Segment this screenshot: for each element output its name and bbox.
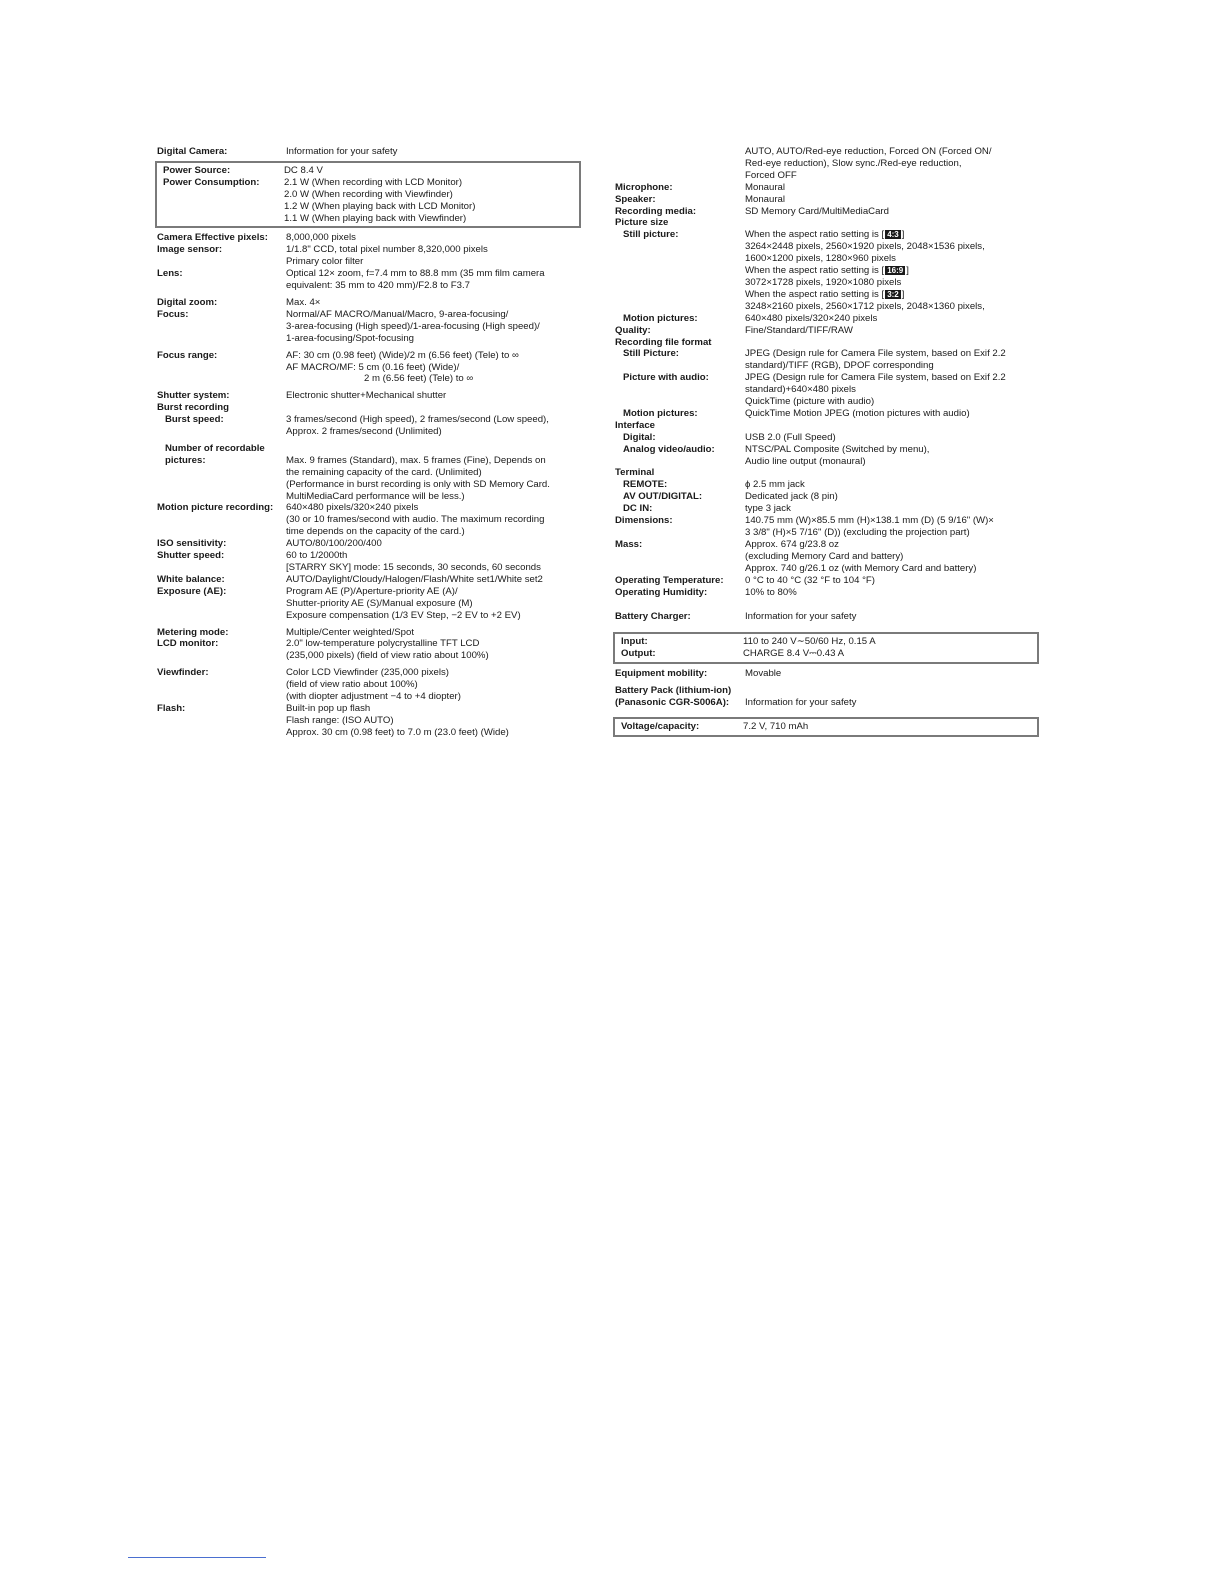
pictures-label: pictures: [165,454,206,466]
terminal-heading: Terminal [615,467,655,479]
spec-value: 2.1 W (When recording with LCD Monitor) [284,176,463,188]
spec-value: QuickTime (picture with audio) [745,396,875,408]
spec-value: 2.0 W (When recording with Viewfinder) [284,188,453,200]
spec-value: 3264×2448 pixels, 2560×1920 pixels, 2048×1536 pixels, [745,241,985,253]
spec-value: CHARGE 8.4 V⎓0.43 A [743,648,844,660]
spec-label: DC IN: [623,503,653,515]
spec-row [615,182,1035,194]
spec-value: 1.2 W (When playing back with LCD Monitor) [284,200,476,212]
spec-value: 640×480 pixels/320×240 pixels [286,502,419,514]
spec-label: Digital zoom: [157,296,218,308]
spec-value: QuickTime Motion JPEG (motion pictures with audio) [745,407,970,419]
spec-label: Analog video/audio: [623,443,715,455]
spec-row [615,539,1035,575]
spec-value: Monaural [745,193,785,205]
still-picture-label: Still picture: [623,229,679,241]
spec-value: AF MACRO/MF: 5 cm (0.16 feet) (Wide)/ [286,361,460,373]
spec-row [157,703,577,739]
spec-value: 640×480 pixels/320×240 pixels [745,312,878,324]
spec-label: Digital: [623,431,656,443]
spec-value: ϕ 2.5 mm jack [745,479,805,491]
spec-label: Motion pictures: [623,407,698,419]
spec-value: equivalent: 35 mm to 420 mm)/F2.8 to F3.7 [286,280,470,292]
spec-value: 110 to 240 V∼50/60 Hz, 0.15 A [743,636,876,648]
left-spec-column [157,146,577,739]
spec-label: Flash: [157,702,186,714]
spec-row [163,165,573,177]
spec-row [615,432,1035,444]
spec-value: standard)+640×480 pixels [745,384,856,396]
spec-row [157,538,577,550]
power-box [155,161,581,229]
spec-value: 2.0" low-temperature polycrystalline TFT LCD [286,638,480,650]
spec-value: AUTO/Daylight/Cloudy/Halogen/Flash/White set1/White set2 [286,573,543,585]
spec-value: 3 3/8" (H)×5 7/16" (D)) (excluding the projection part) [745,527,970,538]
spec-value: JPEG (Design rule for Camera File system, based on Exif 2.2 [745,348,1006,360]
burst-heading-row [157,402,577,414]
spec-value: (field of view ratio about 100%) [286,679,418,691]
spec-row [615,229,1035,312]
aspect-ratio-badge: 3:2 [887,289,899,299]
spec-row [621,721,1031,733]
spec-value: AUTO/80/100/200/400 [286,538,382,550]
spec-row [615,206,1035,218]
voltage-capacity-label: Voltage/capacity: [621,720,700,732]
spec-label: Picture with audio: [623,372,709,384]
spec-row [615,348,1035,372]
spec-row [157,232,577,244]
spec-value: 60 to 1/2000th [286,550,348,562]
interface-heading: Interface [615,419,655,431]
spec-value: DC 8.4 V [284,164,323,176]
right-spec-column [615,146,1035,741]
spec-row [163,177,573,225]
burst-speed-label: Burst speed: [165,414,224,426]
spec-row [615,479,1035,491]
spec-value: 1600×1200 pixels, 1280×960 pixels [745,253,896,265]
quality-label: Quality: [615,324,651,336]
spec-label: REMOTE: [623,479,668,491]
spec-row [615,372,1035,408]
spec-label: Shutter system: [157,390,230,402]
spec-value: 3072×1728 pixels, 1920×1080 pixels [745,276,902,288]
spec-row [615,313,1035,325]
battery-charger-label: Battery Charger: [615,611,691,623]
footer-rule [128,1557,266,1558]
spec-row [157,309,577,345]
spec-value: (30 or 10 frames/second with audio. The maximum recording [286,514,545,526]
spec-value: SD Memory Card/MultiMediaCard [745,205,889,217]
spec-row [157,455,577,503]
spec-value: (excluding Memory Card and battery) [745,550,904,562]
spec-value: Built-in pop up flash [286,702,371,714]
spec-value: 0 °C to 40 °C (32 °F to 104 °F) [745,574,875,586]
aspect-ratio-line: When the aspect ratio setting is [ 3:2 ] [745,288,905,300]
input-label: Input: [621,636,648,648]
spec-value: 3248×2160 pixels, 2560×1712 pixels, 2048×1360 pixels, [745,300,985,312]
aspect-ratio-badge: 4:3 [887,230,899,240]
spec-row [615,587,1035,599]
spec-value: AF: 30 cm (0.98 feet) (Wide)/2 m (6.56 feet) (Tele) to ∞ [286,349,519,361]
spec-row [157,414,577,438]
spec-label: Recording media: [615,205,697,217]
spec-value: (with diopter adjustment −4 to +4 diopter) [286,691,461,703]
spec-row [157,244,577,268]
spec-value: Flash range: (ISO AUTO) [286,714,394,726]
spec-value: Forced OFF [745,169,797,181]
spec-value: 10% to 80% [745,586,797,598]
battery-pack-heading-row [615,685,1035,697]
battery-pack-row [615,697,1035,709]
spec-value: type 3 jack [745,503,791,515]
spec-row [615,575,1035,587]
digital-camera-label: Digital Camera: [157,146,228,157]
battery-pack-heading: Battery Pack (lithium-ion) [615,685,732,697]
spec-value: (235,000 pixels) (field of view ratio about 100%) [286,650,489,662]
spec-label: Metering mode: [157,626,229,638]
spec-label: Exposure (AE): [157,585,227,597]
spec-value: standard)/TIFF (RGB), DPOF corresponding [745,360,934,372]
spec-value: Electronic shutter+Mechanical shutter [286,390,447,402]
spec-label: Mass: [615,538,643,550]
spec-value: Dedicated jack (8 pin) [745,491,838,503]
spec-value: Normal/AF MACRO/Manual/Macro, 9-area-focusing/ [286,308,509,320]
spec-label: Viewfinder: [157,667,209,679]
terminal-heading-row [615,467,1035,479]
spec-value: 1-area-focusing/Spot-focusing [286,332,414,344]
spec-value: 3 frames/second (High speed), 2 frames/second (Low speed), [286,414,549,426]
spec-value: Movable [745,668,782,680]
spec-row [157,638,577,662]
spec-label: Microphone: [615,181,673,193]
spec-row [621,636,1031,648]
spec-row [615,503,1035,515]
spec-value: the remaining capacity of the card. (Unlimited) [286,466,482,478]
flash-continued-row [615,146,1035,182]
spec-value: Fine/Standard/TIFF/RAW [745,324,853,336]
spec-value: Max. 9 frames (Standard), max. 5 frames (Fine), Depends on [286,454,546,466]
spec-label: Camera Effective pixels: [157,232,268,244]
spec-row [157,550,577,574]
battery-pack-value: Information for your safety [745,696,857,708]
spec-label: Shutter speed: [157,550,225,562]
spec-row [157,627,577,639]
spec-value: 3-area-focusing (High speed)/1-area-focusing (High speed)/ [286,320,540,332]
battery-charger-row [615,611,1035,623]
spec-label: Dimensions: [615,515,673,527]
power-consumption-label: Power Consumption: [163,176,260,188]
picture-size-heading: Picture size [615,217,669,229]
spec-row [157,350,577,386]
spec-value: USB 2.0 (Full Speed) [745,431,836,443]
spec-label: AV OUT/DIGITAL: [623,491,703,503]
power-source-label: Power Source: [163,164,231,176]
spec-row [615,515,1035,539]
recording-file-format-heading: Recording file format [615,336,712,348]
digital-camera-row [157,146,577,158]
aspect-ratio-badge: 16:9 [887,266,904,276]
picture-size-heading-row [615,217,1035,229]
spec-value: 1/1.8" CCD, total pixel number 8,320,000 pixels [286,244,488,256]
spec-value: MultiMediaCard performance will be less.) [286,490,465,502]
output-label: Output: [621,648,656,660]
spec-row [615,408,1035,420]
spec-value: AUTO, AUTO/Red-eye reduction, Forced ON (Forced ON/ [745,146,992,157]
spec-value: Audio line output (monaural) [745,455,866,467]
spec-label: LCD monitor: [157,638,219,650]
spec-value: Approx. 674 g/23.8 oz [745,538,839,550]
spec-value: 140.75 mm (W)×85.5 mm (H)×138.1 mm (D) (5 9/16" (W)× [745,515,994,527]
spec-label: Focus: [157,308,189,320]
spec-row [157,667,577,703]
spec-value: JPEG (Design rule for Camera File system, based on Exif 2.2 [745,372,1006,384]
spec-value: Color LCD Viewfinder (235,000 pixels) [286,667,449,679]
spec-label: Image sensor: [157,244,223,256]
spec-row [615,668,1035,680]
charger-box [613,632,1039,664]
spec-value: 2 m (6.56 feet) (Tele) to ∞ [364,373,474,385]
spec-value: Shutter-priority AE (S)/Manual exposure (M) [286,597,473,609]
spec-value: Primary color filter [286,256,364,268]
spec-value: Monaural [745,181,785,193]
aspect-ratio-line: When the aspect ratio setting is [ 16:9 ] [745,265,909,277]
spec-value: Optical 12× zoom, f=7.4 mm to 88.8 mm (35 mm film camera [286,268,545,280]
spec-label: Still Picture: [623,348,679,360]
spec-value: (Performance in burst recording is only with SD Memory Card. [286,478,550,490]
spec-label: Lens: [157,268,183,280]
spec-label: ISO sensitivity: [157,538,227,550]
spec-value: Multiple/Center weighted/Spot [286,626,414,638]
equipment-mobility-label: Equipment mobility: [615,668,708,680]
spec-row [621,648,1031,660]
spec-row [157,502,577,538]
digital-camera-value: Information for your safety [286,146,398,157]
spec-label: Operating Temperature: [615,574,724,586]
burst-recording-heading: Burst recording [157,402,229,414]
spec-value: 8,000,000 pixels [286,232,356,244]
recording-format-heading-row [615,337,1035,349]
spec-value: Program AE (P)/Aperture-priority AE (A)/ [286,585,458,597]
spec-value: Approx. 740 g/26.1 oz (with Memory Card and battery) [745,562,977,574]
spec-label: Focus range: [157,349,218,361]
battery-charger-value: Information for your safety [745,611,857,623]
spec-row [157,586,577,622]
spec-value: Red-eye reduction), Slow sync./Red-eye reduction, [745,157,962,169]
spec-row [157,574,577,586]
spec-row [157,297,577,309]
voltage-box [613,717,1039,737]
spec-label: White balance: [157,573,225,585]
spec-value: Exposure compensation (1/3 EV Step, −2 EV to +2 EV) [286,609,521,621]
motion-pictures-label: Motion pictures: [623,312,698,324]
interface-heading-row [615,420,1035,432]
spec-value: [STARRY SKY] mode: 15 seconds, 30 seconds, 60 seconds [286,562,541,573]
spec-row [615,491,1035,503]
spec-row [615,444,1035,468]
number-recordable-label: Number of recordable [165,442,265,454]
spec-value: time depends on the capacity of the card.) [286,526,465,538]
battery-pack-model-label: (Panasonic CGR-S006A): [615,696,730,708]
spec-label: Speaker: [615,193,656,205]
spec-value: Approx. 30 cm (0.98 feet) to 7.0 m (23.0 feet) (Wide) [286,726,509,738]
number-recordable-heading-row [157,443,577,455]
spec-value: 1.1 W (When playing back with Viewfinder) [284,212,467,224]
spec-value: Max. 4× [286,296,321,308]
spec-value: 7.2 V, 710 mAh [743,720,809,732]
spec-row [157,390,577,402]
spec-value: Approx. 2 frames/second (Unlimited) [286,426,442,438]
spec-label: Operating Humidity: [615,586,708,598]
spec-row [615,194,1035,206]
spec-value: NTSC/PAL Composite (Switched by menu), [745,443,930,455]
aspect-ratio-line: When the aspect ratio setting is [ 4:3 ] [745,229,905,241]
spec-label: Motion picture recording: [157,502,274,514]
spec-row [615,325,1035,337]
spec-row [157,268,577,292]
